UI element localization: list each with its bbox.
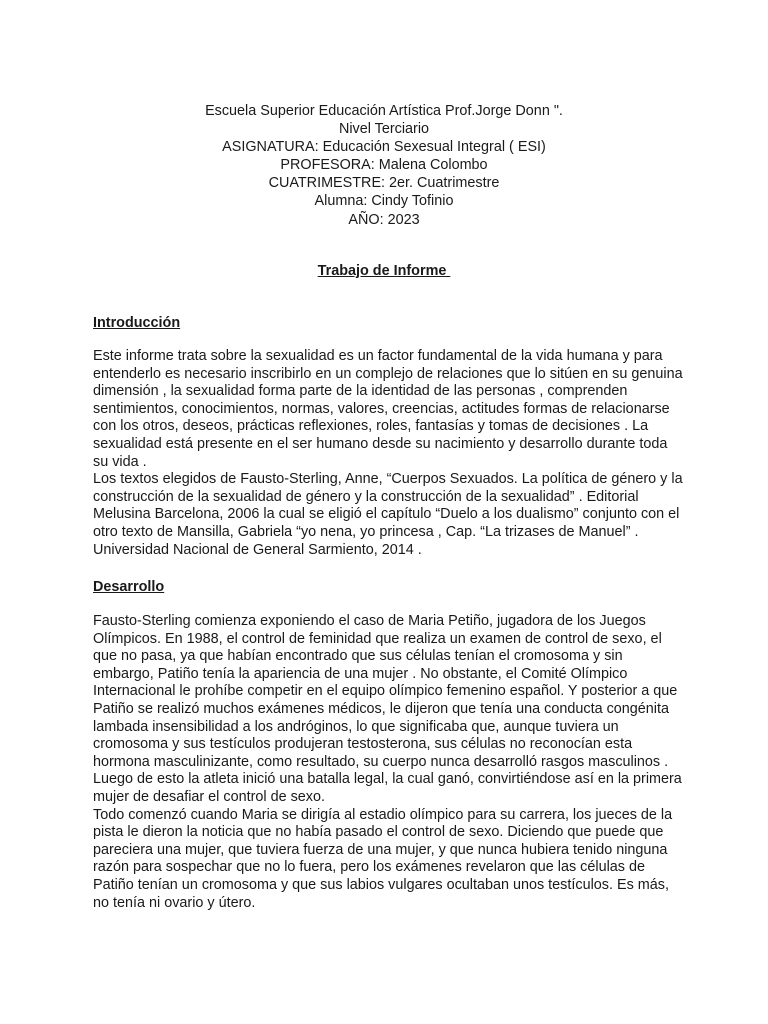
year-line: AÑO: 2023 [348, 211, 420, 228]
development-line: Fausto-Sterling comienza exponiendo el caso de Maria Petiño, jugadora de los Juegos [93, 613, 646, 629]
introduction-line: Melusina Barcelona, 2006 la cual se eligió el capítulo “Duelo a los dualismo” conjunto con el [93, 506, 680, 523]
term-line: CUATRIMESTRE: 2er. Cuatrimestre [268, 175, 500, 192]
development-line: pareciera una mujer, que tuviera fuerza de una mujer, y que nunca hubiera tenido ninguna [93, 841, 668, 858]
development-line: embargo, Patiño tenía la apariencia de una mujer . No obstante, el Comité Olímpico [93, 665, 628, 682]
student-line: Alumna: Cindy Tofinio [314, 193, 454, 210]
introduction-body [93, 348, 693, 559]
development-line: Olímpicos. En 1988, el control de feminidad que realiza un examen de control de sexo, el [93, 630, 662, 647]
introduction-line: con los otros, deseos, prácticas reflexiones, roles, fantasías y tomas de decisiones . La [93, 418, 649, 435]
development-body [93, 613, 693, 912]
development-line: no tenía ni ovario y útero. [93, 894, 256, 911]
development-line: Luego de esto la atleta inició una batalla legal, la cual ganó, convirtiéndose así en la primera [93, 771, 682, 788]
development-heading: Desarrollo [93, 579, 165, 595]
introduction-heading: Introducción [93, 315, 181, 331]
development-line: Patiño tenían un cromosoma y que sus labios vulgares ocultaban unos testículos. Es más, [93, 876, 669, 893]
introduction-line: Universidad Nacional de General Sarmiento, 2014 . [93, 541, 422, 558]
introduction-line: otro texto de Mansilla, Gabriela “yo nena, yo princesa , Cap. “La trizases de Manuel” . [93, 523, 639, 540]
development-line: pista le dieron la noticia que no había pasado el control de sexo. Diciendo que puede que [93, 824, 664, 841]
report-title: Trabajo de Informe [317, 263, 451, 279]
development-line: Internacional le prohíbe competir en el equipo olímpico femenino español. Y posterior a que [93, 683, 678, 700]
document-header [0, 102, 768, 229]
introduction-line: construcción de la sexualidad de género y la construcción de la sexualidad” . Editorial [93, 488, 639, 505]
introduction-line: dimensión , la sexualidad forma parte de la identidad de las personas , comprenden [93, 383, 628, 400]
subject-line: ASIGNATURA: Educación Sexesual Integral ( ESI) [222, 139, 546, 156]
development-line: razón para sospechar que no lo fuera, pero los exámenes revelaron que las células de [93, 859, 645, 876]
introduction-line: Los textos elegidos de Fausto-Sterling, Anne, “Cuerpos Sexuados. La política de género y la [93, 471, 683, 488]
introduction-line: sentimientos, conocimientos, normas, valores, creencias, actitudes formas de relacionarse [93, 400, 670, 417]
development-line: que no pasa, ya que habían encontrado que sus células tenían el cromosoma y sin [93, 648, 623, 665]
teacher-line: PROFESORA: Malena Colombo [280, 157, 488, 174]
development-line: cromosoma y sus testículos produjeran testosterona, sus células no reconocían esta [93, 736, 633, 753]
introduction-line: entenderlo es necesario inscribirlo en un complejo de relaciones que lo sitúen en su genuina [93, 365, 683, 382]
development-line: hormona masculinizante, como resultado, su cuerpo nunca desarrolló rasgos masculinos . [93, 753, 669, 770]
school-name: Escuela Superior Educación Artística Prof.Jorge Donn ". [205, 103, 563, 119]
development-line: mujer de desafiar el control de sexo. [93, 788, 325, 805]
development-line: lambada insensibilidad a los andróginos, lo que significaba que, aunque tuviera un [93, 718, 619, 735]
introduction-line: Este informe trata sobre la sexualidad es un factor fundamental de la vida humana y para [93, 348, 663, 364]
level-line: Nivel Terciario [338, 121, 430, 138]
introduction-line: sexualidad está presente en el ser humano desde su nacimiento y desarrollo durante toda [93, 435, 668, 452]
development-line: Todo comenzó cuando Maria se dirigía al estadio olímpico para su carrera, los jueces de la [93, 806, 673, 823]
development-line: Patiño se realizó muchos exámenes médicos, le dijeron que tenía una conducta congénita [93, 700, 669, 717]
introduction-line: su vida . [93, 453, 147, 470]
